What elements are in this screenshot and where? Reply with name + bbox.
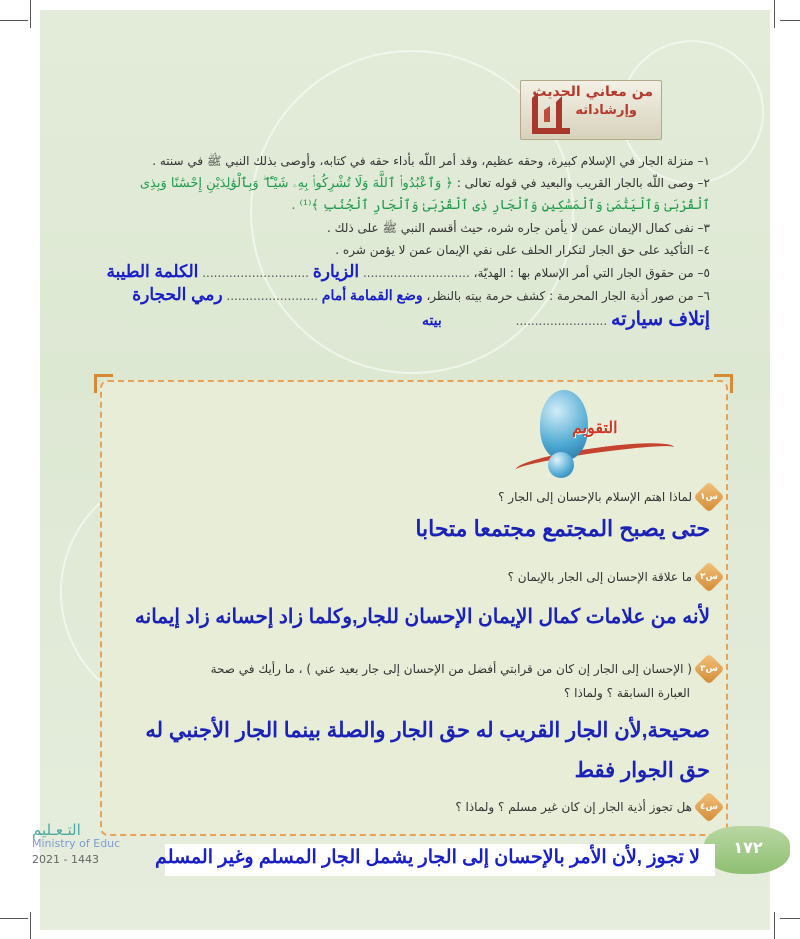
list-item: ١– منزلة الجار في الإسلام كبيرة، وحقه عظيم، وقد أمر اللّه بأداء حقه في كتابه، وأوصى بذلك النبي ﷺ في سنته . <box>152 154 710 168</box>
handwritten-answer: إتلاف سيارته <box>611 309 710 330</box>
section-banner <box>520 80 660 146</box>
question-number-badge: س١ <box>693 481 724 512</box>
list-item-text: ٢– وصى اللّه بالجار القريب والبعيد في قوله تعالى : <box>456 176 710 190</box>
frame-corner-ornament <box>94 374 113 393</box>
list-item: ٣– نفى كمال الإيمان عمن لا يأمن جاره شره، حيث أقسم النبي ﷺ على ذلك . <box>326 221 710 235</box>
list-item-text: ٦– من صور أذية الجار المحرمة : كشف حرمة بيته بالنظر، <box>426 289 710 303</box>
question-row <box>508 566 720 588</box>
question-row <box>498 486 720 508</box>
ministry-logo <box>32 821 121 866</box>
calligraphy-logo-icon <box>526 88 576 138</box>
quran-verse-line: ٱلْقُرْبَىٰ وَٱلْيَتَٰمَىٰ وَٱلْمَسَٰكِينِ وَٱلْجَارِ ذِى ٱلْقُرْبَىٰ وَٱلْجَارِ ٱلْجُنُبِ ﴾⁽¹⁾ . <box>291 198 710 213</box>
question-number-badge: س٣ <box>693 653 724 684</box>
question-mark-dot-icon <box>548 452 574 478</box>
page-number: ١٧٢ <box>733 838 763 857</box>
question-text: هل تجوز أذية الجار إن كان غير مسلم ؟ ولماذا ؟ <box>455 800 692 814</box>
question-row <box>455 796 720 818</box>
list-item <box>95 172 710 195</box>
handwritten-answer: الكلمة الطيبة <box>106 262 199 281</box>
question-number-badge: س٢ <box>693 561 724 592</box>
frame-corner-ornament <box>714 374 733 393</box>
edition-year: 2021 - 1443 <box>32 853 99 866</box>
evaluation-title: التقويم <box>572 418 618 437</box>
question-text: لماذا اهتم الإسلام بالإحسان إلى الجار ؟ <box>498 490 692 504</box>
crop-mark <box>30 0 31 28</box>
list-item <box>95 261 710 284</box>
handwritten-answer: الزيارة <box>312 262 360 281</box>
answer-blank-dots: ............................ <box>202 266 309 280</box>
handwritten-answer: لأنه من علامات كمال الإيمان الإحسان للجار,وكلما زاد إحسانه زاد إيمانه <box>134 606 710 628</box>
handwritten-answer: حق الجوار فقط <box>574 759 710 782</box>
crop-mark <box>30 912 31 939</box>
ministry-logo-english: Ministry of Educ <box>32 837 121 850</box>
list-item-text: ٥– من حقوق الجار التي أمر الإسلام بها : الهديّة، <box>473 266 710 280</box>
question-number-badge: س٤ <box>693 791 724 822</box>
answer-blank-dots: ........................ <box>226 289 318 303</box>
question-row <box>211 658 720 680</box>
question-text: ما علاقة الإحسان إلى الجار بالإيمان ؟ <box>507 570 692 584</box>
crop-mark <box>774 0 775 28</box>
quran-verse-line: ﴿ وَٱعْبُدُوا۟ ٱللَّهَ وَلَا تُشْرِكُوا۟ بِهِۦ شَيْـًٔا ۖ وَبِٱلْوَٰلِدَيْنِ إِحْسَٰنًا وَبِذِى <box>139 176 453 191</box>
list-item: ٤– التأكيد على حق الجار لتكرار الحلف على نفي الإيمان عمن لا يؤمن شره . <box>335 243 710 257</box>
list-item <box>95 307 710 334</box>
meanings-list <box>95 150 710 334</box>
handwritten-answer: بيته <box>421 312 442 328</box>
handwritten-answer: لا تجوز ,لأن الأمر بالإحسان إلى الجار يشمل الجار المسلم وغير المسلم <box>155 847 700 868</box>
handwritten-answer: وضع القمامة أمام <box>321 287 423 303</box>
handwritten-answer: حتى يصبح المجتمع مجتمعا متحابا <box>415 516 710 541</box>
question-text: ( الإحسان إلى الجار إن كان من قرابتي أفضل من الإحسان إلى جار بعيد عني ) ، ما رأيك في صحة <box>210 662 692 676</box>
banner-subtitle: وإرشاداته <box>575 103 637 118</box>
answer-blank-dots: ........................ <box>515 314 608 328</box>
handwritten-answer: صحيحة,لأن الجار القريب له حق الجار والصلة بينما الجار الأجنبي له <box>145 719 710 742</box>
question-text: العبارة السابقة ؟ ولماذا ؟ <box>563 686 690 700</box>
crop-mark <box>0 918 28 919</box>
crop-mark <box>780 20 800 21</box>
banner-title: من معاني الحديث <box>532 84 653 100</box>
answer-blank-dots: ............................ <box>362 266 470 280</box>
crop-mark <box>774 912 775 939</box>
crop-mark <box>780 918 800 919</box>
handwritten-answer: رمي الحجارة <box>132 285 223 304</box>
list-item <box>95 284 710 307</box>
crop-mark <box>0 20 28 21</box>
ministry-logo-arabic: التـعـليم <box>32 821 81 839</box>
